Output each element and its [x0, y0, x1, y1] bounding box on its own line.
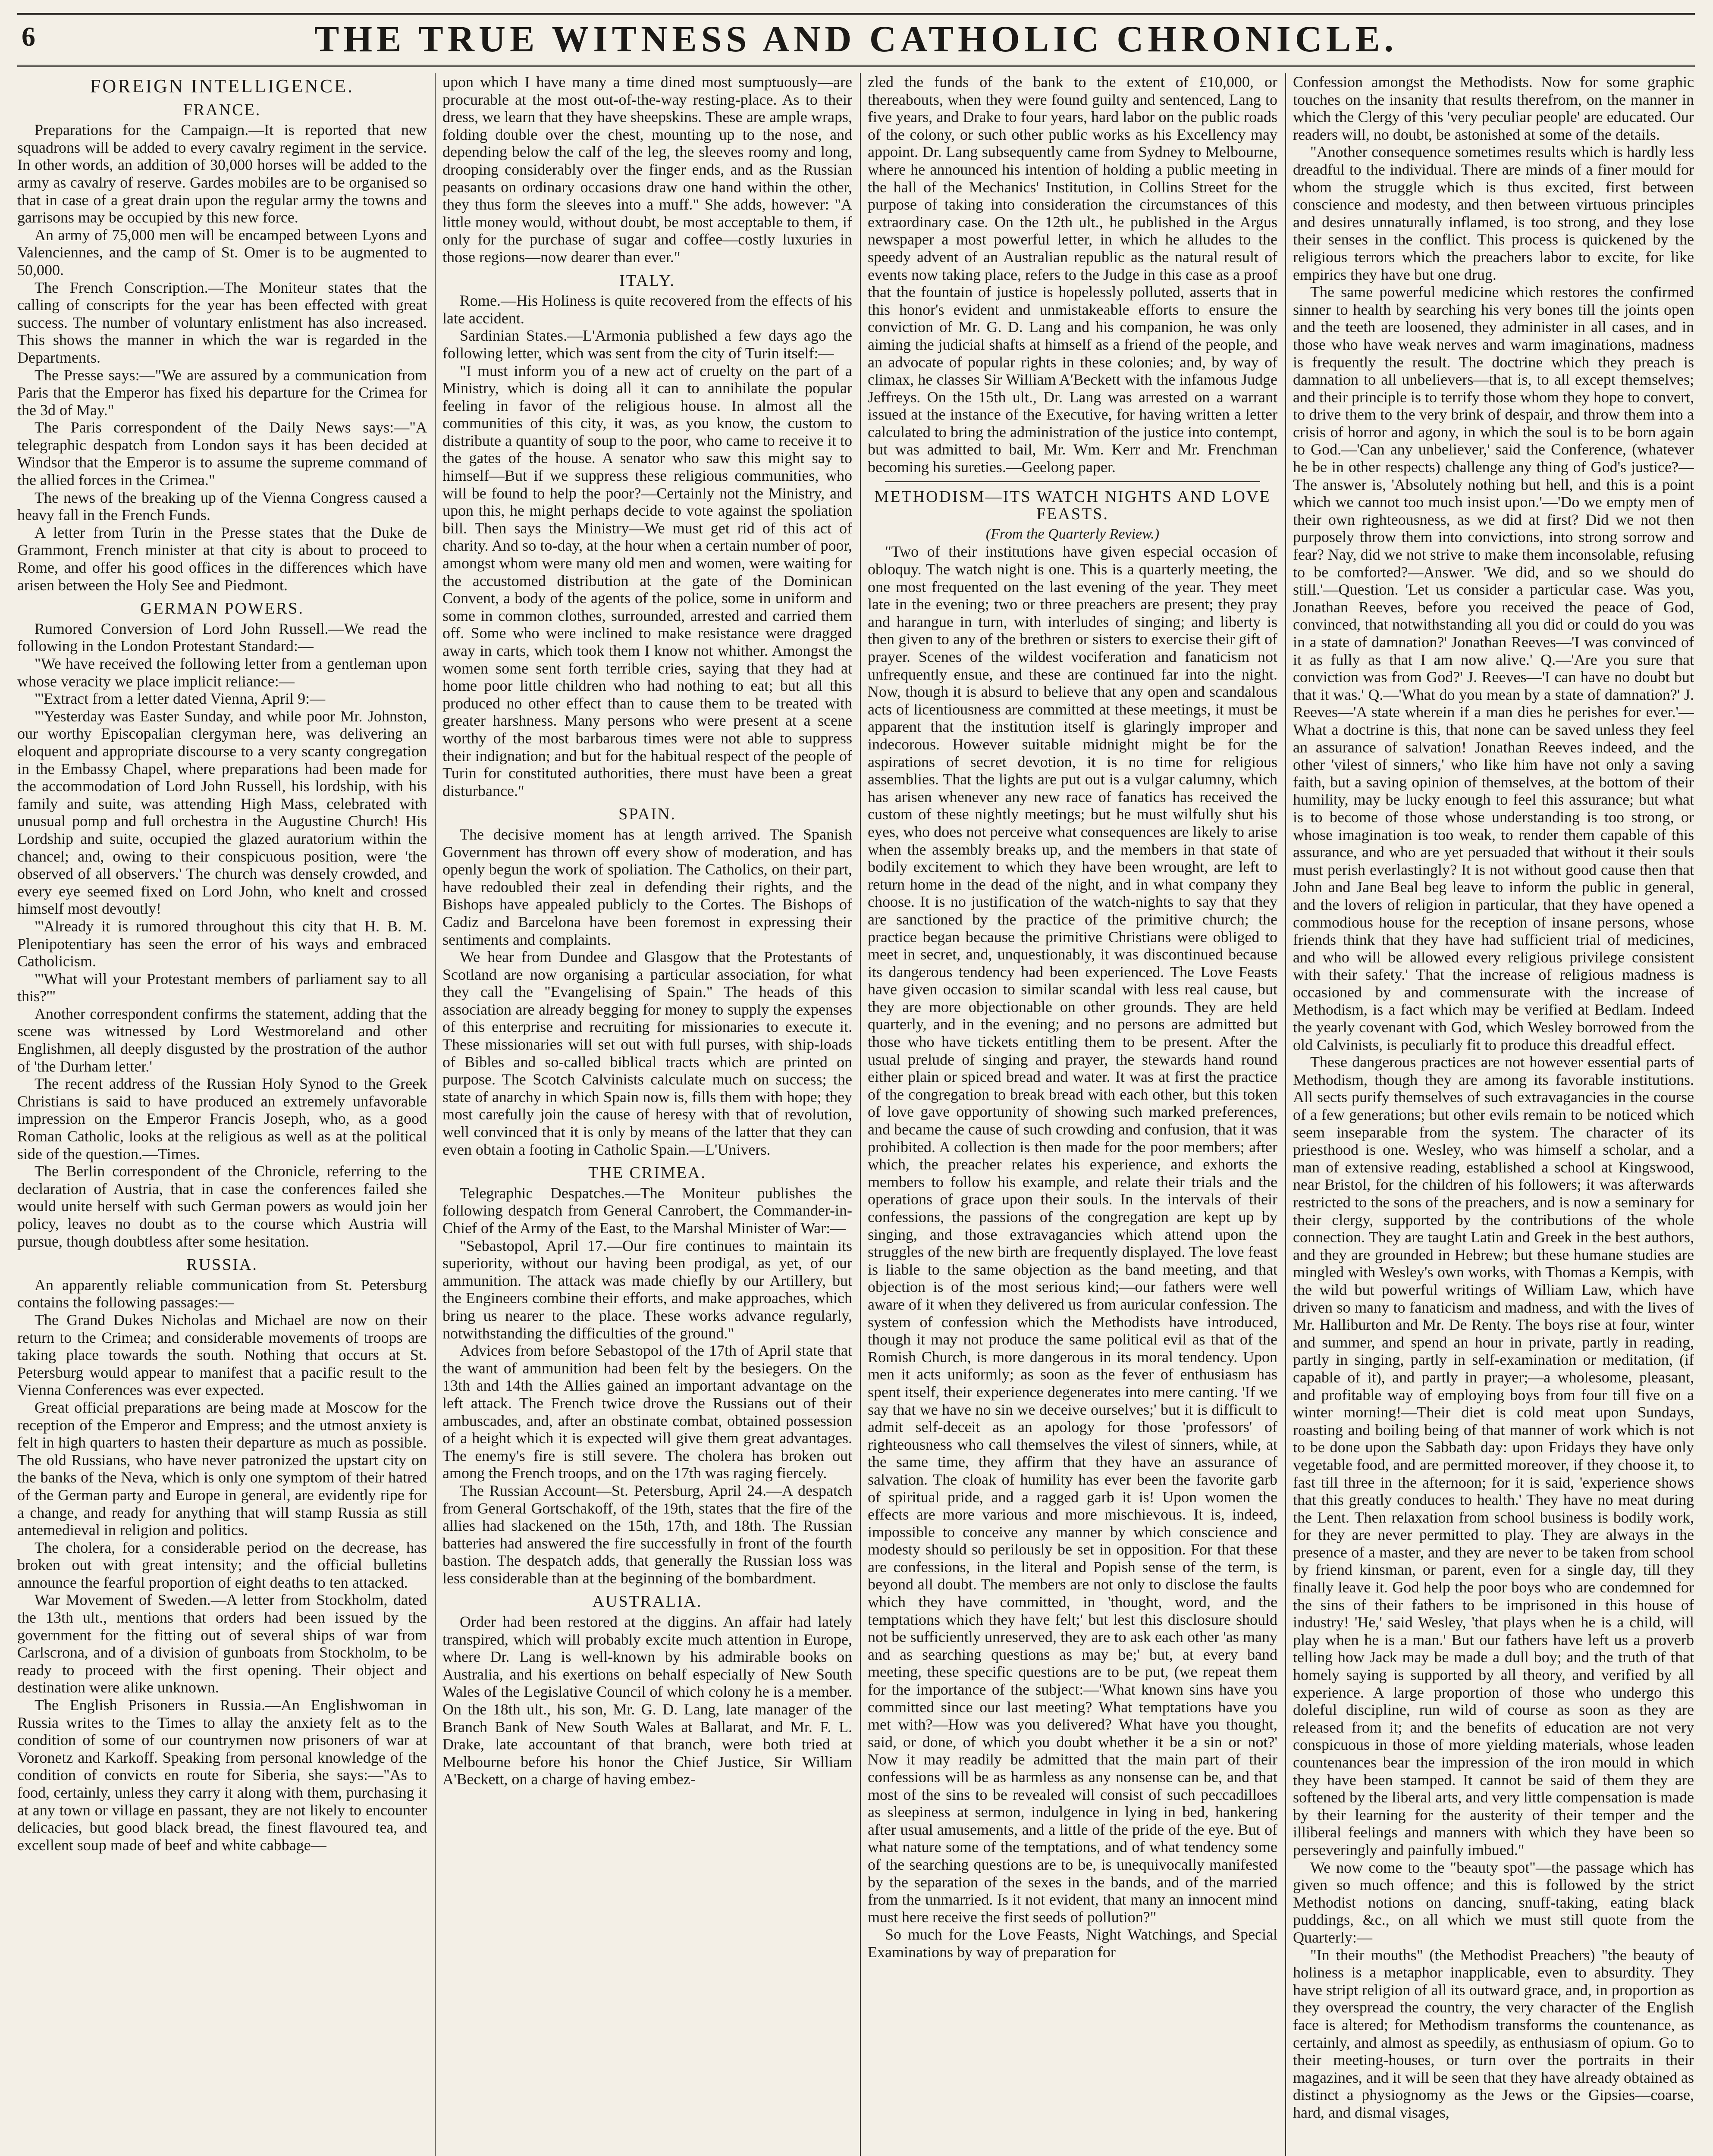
heading-german-powers: GERMAN POWERS. [140, 599, 304, 618]
paragraph: Rumored Conversion of Lord John Russell.—We read the following in the London Protestant Standard:— [17, 620, 427, 655]
heading-russia: RUSSIA. [186, 1256, 258, 1274]
newspaper-page [17, 13, 1695, 2156]
paragraph: Another correspondent confirms the statement, adding that the scene was witnessed by Lord Westmoreland and other Englishmen, all deeply disgusted by the prostration of the author of 'the Durham letter.' [17, 1005, 427, 1075]
paragraph: War Movement of Sweden.—A letter from Stockholm, dated the 13th ult., mentions that orders had been issued by the government for the fitting out of several ships of war from Carlscrona, and of a division of gunboats from Stockholm, to be ready to proceed with the first opening. Their object and destination were alike unknown. [17, 1591, 427, 1696]
paragraph: The decisive moment has at length arrived. The Spanish Government has thrown off every show of moderation, and has openly begun the work of spoliation. The Catholics, on their part, have redoubled their zeal in defending their rights, and the Bishops have appealed publicly to the Cortes. The Bishops of Cadiz and Barcelona have been foremost in expressing their sentiments and complaints. [442, 825, 852, 948]
paragraph: "'Yesterday was Easter Sunday, and while poor Mr. Johnston, our worthy Episcopalian clergyman here, was delivering an eloquent and appropriate discourse to a very scanty congregation in the Embassy Chapel, where preparations had been made for the accommodation of Lord John Russell, his lordship, with his family and suite, was attending High Mass, celebrated with unusual pomp and full orchestra in the Augustine Church! His Lordship and suite, occupied the glazed auratorium within the chancel; and, owing to their conspicuous position, were 'the observed of all observers.' The church was densely crowded, and every eye seemed fixed on Lord John, who knelt and crossed himself most devoutly! [17, 707, 427, 918]
paragraph: Order had been restored at the diggins. An affair had lately transpired, which will probably excite much attention in Europe, where Dr. Lang is well-known by his admirable books on Australia, and his exertions on behalf especially of New South Wales of the Legislative Council of which colony he is a member. On the 18th ult., his son, Mr. G. D. Lang, late manager of the Branch Bank of New South Wales at Ballarat, and Mr. F. L. Drake, late accountant of that branch, were both tried at Melbourne before his honor the Chief Justice, Sir William A'Beckett, on a charge of having embez- [442, 1613, 852, 1788]
paragraph: "'What will your Protestant members of parliament say to all this?'" [17, 970, 427, 1005]
page-number: 6 [22, 21, 35, 52]
column-divider [435, 73, 436, 2156]
paragraph: The Russian Account—St. Petersburg, April 24.—A despatch from General Gortschakoff, of the 19th, states that the fire of the allies had slackened on the 15th, 17th, and 18th. The Russian batteries had answered the fire successfully in front of the fourth bastion. The despatch adds, that generally the Russian loss was less considerable than at the beginning of the bombardment. [442, 1482, 852, 1587]
column-divider [1285, 73, 1286, 2156]
paragraph: "'Already it is rumored throughout this city that H. B. M. Plenipotentiary has seen the error of his ways and embraced Catholicism. [17, 917, 427, 970]
paragraph: The news of the breaking up of the Vienna Congress caused a heavy fall in the French Funds. [17, 489, 427, 524]
paragraph: "In their mouths" (the Methodist Preachers) "the beauty of holiness is a metaphor inapplicable, even to absurdity. They have stript religion of all its outward grace, and, in proportion as they overspread the country, the very character of the English face is altered; for Methodism transforms the countenance, as certainly, and almost as speedily, as enthusiasm of opium. Go to their meeting-houses, or turn over the portraits in their magazines, and it will be seen that they have already obtained as distinct a physiognomy as the Jews or the Gipsies—coarse, hard, and dismal visages, [1293, 1946, 1694, 2121]
paragraph: The recent address of the Russian Holy Synod to the Greek Christians is said to have produced an extremely unfavorable impression on the Emperor Francis Joseph, who, as a good Roman Catholic, looks at the religious as well as at the political side of the question.—Times. [17, 1075, 427, 1163]
column-4 [1293, 73, 1694, 2156]
masthead-title: THE TRUE WITNESS AND CATHOLIC CHRONICLE. [314, 18, 1398, 60]
paragraph: upon which I have many a time dined most sumptuously—are procurable at the most out-of-the-way resting-place. As to their dress, we learn that they have sheepskins. These are ample wraps, folding double over the chest, mounting up to the nose, and depending below the calf of the leg, the sleeves roomy and long, drooping considerably over the finger ends, and as the Russian peasants on ordinary occasions draw one hand within the other, they thus form the sleeves into a muff." She adds, however: "A little money would, without doubt, be most acceptable to them, if only for the purchase of sugar and coffee—costly luxuries in those regions—now dearer than ever." [442, 73, 852, 266]
article-columns [17, 73, 1695, 2156]
paragraph: An apparently reliable communication from St. Petersburg contains the following passages:— [17, 1276, 427, 1311]
article-source: (From the Quarterly Review.) [985, 526, 1160, 542]
paragraph: "Sebastopol, April 17.—Our fire continues to maintain its superiority, without our having been prodigal, as yet, of our ammunition. The attack was made chiefly by our Artillery, but the Engineers combine their efforts, and make approaches, which bring us nearer to the place. These works advance regularly, notwithstanding the difficulties of the ground." [442, 1237, 852, 1342]
paragraph: "We have received the following letter from a gentleman upon whose veracity we place implicit reliance:— [17, 655, 427, 690]
section-heading-foreign-intelligence: FOREIGN INTELLIGENCE. [90, 75, 354, 97]
paragraph: The cholera, for a considerable period on the decrease, has broken out with great intensity; and the official bulletins announce the fearful proportion of eight deaths to ten attacked. [17, 1539, 427, 1591]
paragraph: The French Conscription.—The Moniteur states that the calling of conscripts for the year has been effected with great success. The number of voluntary enlistment has also increased. This shows the manner in which the war is regarded in the Departments. [17, 279, 427, 366]
paragraph: Advices from before Sebastopol of the 17th of April state that the want of ammunition had been felt by the besiegers. On the 13th and 14th the Allies gained an important advantage on the left attack. The French twice drove the Russians out of their ambuscades, and, after an obstinate combat, obtained possession of a height which it is expected will give them great advantages. The enemy's fire is still severe. The cholera has broken out among the French troops, and on the 17th was raging fiercely. [442, 1342, 852, 1482]
top-rule [17, 13, 1695, 15]
paragraph: Rome.—His Holiness is quite recovered from the effects of his late accident. [442, 292, 852, 327]
column-1 [17, 73, 427, 2156]
paragraph: "Another consequence sometimes results which is hardly less dreadful to the individual. There are minds of a finer mould for whom the struggle which is thus excited, first between conscience and modesty, and then between virtuous principles and desires unnaturally inflamed, is too strong, and they lose their senses in the conflict. This process is quickened by the religious terrors which the preachers labor to excite, for like empirics they have but one drug. [1293, 143, 1694, 283]
paragraph: An army of 75,000 men will be encamped between Lyons and Valenciennes, and the camp of St. Omer is to be augmented to 50,000. [17, 226, 427, 279]
paragraph: The Presse says:—"We are assured by a communication from Paris that the Emperor has fixed his departure for the Crimea for the 3d of May." [17, 366, 427, 419]
paragraph: zled the funds of the bank to the extent of £10,000, or thereabouts, when they were found guilty and sentenced, Lang to five years, and Drake to four years, hard labor on the public roads of the colony, or such other public works as his Excellency may appoint. Dr. Lang subsequently came from Sydney to Melbourne, where he announced his intention of holding a public meeting in the hall of the Mechanics' Institution, in Collins Street for the purpose of taking into consideration the circumstances of this extraordinary case. On the 12th ult., he published in the Argus newspaper a most powerful letter, in which he alludes to the speedy advent of an Australian republic as the natural result of events now taking place, refers to the Judge in this case as a proof that the fountain of justice is hopelessly polluted, asserts that in this honor's evident and unmistakeable efforts to ensure the conviction of Mr. G. D. Lang and his companion, he was only aiming the judicial shafts at himself as a friend of the people, and an advocate of popular rights in these colonies; and, by way of climax, he classes Sir William A'Beckett with the infamous Judge Jeffreys. On the 15th ult., Dr. Lang was arrested on a warrant issued at the instance of the Executive, for having written a letter calculated to bring the administration of the justice into contempt, but was admitted to bail, Mr. Wm. Kerr and Mr. Frenchman becoming his sureties.—Geelong paper. [868, 73, 1277, 476]
heading-the-crimea: THE CRIMEA. [588, 1164, 706, 1182]
paragraph: Confession amongst the Methodists. Now for some graphic touches on the insanity that results therefrom, on the manner in which the Clergy of this 'very peculiar people' are educated. Our readers will, no doubt, be astonished at some of the details. [1293, 73, 1694, 143]
paragraph: The Berlin correspondent of the Chronicle, referring to the declaration of Austria, that in case the conferences failed she would unite herself with such German powers as would join her policy, leaves no doubt as to the course which Austria will pursue, though doubtless after some hesitation. [17, 1163, 427, 1250]
heading-methodism: METHODISM—ITS WATCH NIGHTS AND LOVE FEASTS. [874, 487, 1271, 523]
page-header [17, 13, 1695, 67]
paragraph: "Two of their institutions have given especial occasion of obloquy. The watch night is one. This is a quarterly meeting, the one most frequented on the last evening of the year. They meet late in the evening; two or three preachers are present; they pray and harangue in turn, with interludes of singing; and liberty is then given to any of the brethren or sisters to exercise their gift of prayer. Scenes of the wildest vociferation and fanaticism not unfrequently ensue, and these are continued far into the night. Now, though it is absurd to believe that any open and scandalous acts of licentiousness are committed at these meetings, it must be apparent that the institution itself is glaringly improper and indecorous. However suitable midnight might be for the aspirations of secret devotion, it is no time for religious assemblies. That the lights are put out is a vulgar calumny, which has arisen whenever any new race of fanatics has received the custom of these nightly meetings; but he must wilfully shut his eyes, who does not perceive what consequences are likely to arise when the assembly breaks up, and the members in that state of bodily excitement to which they have been wrought, are left to return home in the dead of the night, and in what company they choose. It is no justification of the watch-nights to say that they are sanctioned by the practice of the primitive church; the practice began because the primitive Christians were obliged to meet in secret, and, unquestionably, it was discontinued because its dangerous tendency had been experienced. The Love Feasts have given occasion to similar scandal with less real cause, but they are more objectionable on other grounds. They are held quarterly, and in the evening; and no persons are admitted but those who have tickets entitling them to be present. After the usual prelude of singing and prayer, the stewards hand round either plain or spiced bread and water. It was at first the practice of the congregation to break bread with each other, but this token of love gave opportunity of showing such marked preferences, and became the cause of such crowding and confusion, that it was prohibited. A collection is then made for the poor members; after which, the preacher relates his experience, and exhorts the members to follow his example, and relate their trials and the operations of grace upon their souls. In the intervals of their confessions, the passions of the congregation are kept up by singing, and those extravagancies which attend upon the struggles of the new birth are frequently displayed. The love feast is liable to the same objection as the band meeting, and that objection is of the most serious kind;—our fathers were well aware of it when they delivered us from auricular confession. The system of confession which the Methodists have introduced, though it may not produce the same political evil as that of the Romish Church, is more dangerous in its moral tendency. Upon men it acts uniformly; as soon as the fever of enthusiasm has spent itself, their experience degenerates into mere canting. 'If we say that we have no sin we deceive ourselves;' but it is difficult to admit self-deceit as an apology for those 'professors' of righteousness who call themselves the vilest of sinners, while, at the same time, they affirm that they have an assurance of salvation. The cloak of humility has ever been the favorite garb of spiritual pride, and a ragged garb it is! Upon women the effects are more various and more mischievous. It is, indeed, impossible to conceive any manner by which conscience and modesty should so perilously be set in opposition. For that these are confessions, in the literal and Popish sense of the term, is beyond all doubt. The members are not only to disclose the faults which they have committed, in 'thought, word, and the temptations which they have felt;' but lest this disclosure should not be sufficiently unreserved, they are to ask each other 'as many and as searching questions as may be;' but, at every band meeting, these specific questions are to be put, (we repeat them for the importance of the subject:—'What known sins have you committed since our last meeting? What temptations have you met with?—How was you delivered? What have you thought, said, or done, of which you doubt whether it be a sin or not?' Now it may readily be admitted that the main part of their confessions will be as harmless as any nonsense can be, and that most of the sins to be revealed will consist of such peccadilloes as sleepiness at sermon, indulgence in lying in bed, hankering after usual amusements, and a little of the pride of the eye. But of what nature some of the temptations, and of what tendency some of the searching questions are to be, is unequivocally manifested by the separation of the sexes in the bands, and of the married from the unmarried. Is it not evident, that many an innocent mind must here receive the first seeds of pollution?" [868, 543, 1277, 1926]
heading-italy: ITALY. [619, 271, 675, 290]
paragraph: We hear from Dundee and Glasgow that the Protestants of Scotland are now organising a particular association, for what they call the "Evangelising of Spain." The heads of this association are already begging for money to supply the expenses of this enterprise and recruiting for missionaries to execute it. These missionaries will set out with full purses, with ship-loads of Bibles and so-called biblical tracts which are printed on purpose. The Scotch Calvinists calculate much on success; the state of anarchy in which Spain now is, fills them with hope; they most carefully join the cause of heresy with that of revolution, well convinced that it is only by means of the latter that they can even obtain a footing in Catholic Spain.—L'Univers. [442, 948, 852, 1158]
paragraph: The same powerful medicine which restores the confirmed sinner to health by searching his very bones till the joints open and the teeth are loosened, they administer in all cases, and in those who have weak nerves and warm imaginations, madness is frequently the result. The doctrine which they preach is damnation to all unbelievers—that is, to all except themselves; and their principle is to terrify those whom they hope to convert, to drive them to the very brink of despair, and throw them into a crisis of horror and agony, in which the soul is to be born again to God.—'Can any unbeliever,' said the Conference, (whatever he be in other respects) challenge any thing of God's justice?—The answer is, 'Absolutely nothing but hell, and this is a point which we cannot too much insist upon.'—'Do we empty men of their own righteousness, as we did at first? Did we not then purposely throw them into convictions, into strong sorrow and fear? Nay, did we not strive to make them inconsolable, refusing to be comforted?—Answer. 'We did, and so we should do still.'—Question. 'Let us consider a particular case. Was you, Jonathan Reeves, before you received the peace of God, convinced, that notwithstanding all you did or could do you was in a state of damnation?' Jonathan Reeves—'I was convinced of it as fully as that I am now alive.' Q.—'Are you sure that conviction was from God?' J. Reeves—'I can have no doubt but that it was.' Q.—'What do you mean by a state of damnation?' J. Reeves—'A state wherein if a man dies he perishes for ever.'—What a doctrine is this, that none can be saved unless they feel an assurance of salvation! Jonathan Reeves indeed, and the other 'vilest of sinners,' who like him have not only a saving faith, but a saving opinion of themselves, at the bottom of their humility, may be lucky enough to feel this assurance; but what is to become of those whose understanding is too strong, or whose imagination is too weak, to render them capable of this assurance, and who are yet persuaded that without it their souls must perish everlastingly? It is not without good cause then that John and Jane Beal beg leave to inform the public in general, and the lovers of religion in particular, that they have opened a commodious house for the reception of insane persons, whose friends think that they have had sufficient trial of medicines, and who will be allowed every religious privilege consistent with their safety.' That the increase of religious madness is occasioned by and commensurate with the increase of Methodism, is a fact which may be verified at Bedlam. Indeed the yearly covenant with God, which Wesley borrowed from the old Calvinists, is peculiarly fit to produce this dreadful effect. [1293, 283, 1694, 1053]
column-2 [442, 73, 852, 2156]
heading-australia: AUSTRALIA. [592, 1592, 703, 1611]
paragraph: The Paris correspondent of the Daily News says:—"A telegraphic despatch from London says it has been decided at Windsor that the Emperor is to assume the supreme command of the allied forces in the Crimea." [17, 419, 427, 489]
paragraph: So much for the Love Feasts, Night Watchings, and Special Examinations by way of preparation for [868, 1926, 1277, 1961]
paragraph: "'Extract from a letter dated Vienna, April 9:— [35, 690, 326, 708]
paragraph: These dangerous practices are not however essential parts of Methodism, though they are among its favorable institutions. All sects purify themselves of such extravagancies in the course of a few generations; but other evils remain to be noticed which seem inseparable from the system. The character of its priesthood is one. Wesley, who was himself a scholar, and a man of extensive reading, established a school at Kingswood, near Bristol, for the children of his followers; it was afterwards restricted to the sons of the preachers, and is now a seminary for their clergy, supported by the contributions of the whole connection. They are taught Latin and Greek in the best authors, and they are grounded in Hebrew; but these humane studies are mingled with Wesley's own works, with Thomas a Kempis, with the wild but powerful writings of William Law, which have driven so many to fanaticism and madness, and with the lives of Mr. Halliburton and Mr. De Renty. The boys rise at four, winter and summer, and spend an hour in private, partly in reading, partly in singing, partly in self-examination or meditation, (if capable of it), and partly in prayer;—a wholesome, pleasant, and profitable way of employing boys from four till five on a winter morning!—Their diet is cold meat upon Sundays, roasting and boiling being of that manner of work which is not to be done upon the Sabbath day: upon Fridays they have only vegetable food, and are permitted moreover, if they choose it, to fast till three in the afternoon; for it is said, 'experience shows that this greatly conduces to health.' They have no meat during the Lent. Then relaxation from school business is bodily work, for they are never permitted to play. They are always in the presence of a master, and they are never to be taken from school by friend kinsman, or parent, even for a single day, till they finally leave it. God help the poor boys who are condemned for the sins of their fathers to be imprisoned in this house of industry! 'He,' said Wesley, 'that plays when he is a child, will play when he is a man.' But our fathers have left us a proverb telling how Jack may be made a dull boy; and the truth of that homely saying is supported by all theory, and verified by all experience. A large proportion of those who undergo this doleful discipline, run wild of course as soon as they are released from it; and the benefits of education are not very conspicuous in those of more yielding materials, whose leaden countenances bear the impression of the iron mould in which they have been stamped. It cannot be said of them they are softened by the liberal arts, and very little compensation is made by their learning for the austerity of their temper and the illiberal feelings and manners with which they have been so perseveringly and painfully imbued." [1293, 1053, 1694, 1858]
column-divider [860, 73, 861, 2156]
paragraph: "I must inform you of a new act of cruelty on the part of a Ministry, which is doing all it can to annihilate the popular feeling in favor of the religious house. In almost all the communities of this city, it was, as you know, the custom to distribute a quantity of soup to the poor, who came to receive it to the gates of the house. A senator who saw this might say to himself—But if we suppress these religious communities, who will be found to help the poor?—Certainly not the Ministry, and upon this, he might perhaps decide to vote against the spoliation bill. Then says the Ministry—We must get rid of this act of charity. And so to-day, at the hour when a certain number of poor, amongst whom were many old men and women, were waiting for the accustomed distribution at the gate of the Dominican Convent, a body of the agents of the police, some in uniform and some in common clothes, surrounded, arrested and carried them off. Some who were inclined to make resistance were dragged away in carts, which took them I know not whither. Amongst the women some sent forth terrible cries, saying that they had at home poor little children who had nothing to eat; but all this produced no other effect than to cause them to be treated with greater harshness. Many persons who were present at a scene worthy of the most barbarous times were not able to suppress their indignation; and but for the habitual respect of the people of Turin for constituted authorities, there must have been a great disturbance." [442, 362, 852, 799]
paragraph: Telegraphic Despatches.—The Moniteur publishes the following despatch from General Canrobert, the Commander-in-Chief of the Army of the East, to the Marshal Minister of War:— [442, 1184, 852, 1237]
heading-spain: SPAIN. [618, 805, 676, 824]
heading-france: FRANCE. [183, 100, 261, 119]
section-divider [885, 481, 1260, 482]
paragraph: The English Prisoners in Russia.—An Englishwoman in Russia writes to the Times to allay the anxiety felt as to the condition of some of our countrymen now prisoners of war at Voronetz and Karkoff. Speaking from personal knowledge of the condition of convicts en route for Siberia, she says:—"As to food, certainly, unless they carry it along with them, purchasing it at any town or village en passant, they are not likely to encounter delicacies, but good black bread, the finest flavoured tea, and excellent soup made of beef and white cabbage— [17, 1696, 427, 1854]
paragraph: Sardinian States.—L'Armonia published a few days ago the following letter, which was sent from the city of Turin itself:— [442, 327, 852, 362]
paragraph: The Grand Dukes Nicholas and Michael are now on their return to the Crimea; and considerable movements of troops are taking place towards the south. Nothing that occurs at St. Petersburg would appear to manifest that a pacific result to the Vienna Conferences was ever expected. [17, 1311, 427, 1399]
paragraph: Great official preparations are being made at Moscow for the reception of the Emperor and Empress; and the utmost anxiety is felt in high quarters to hasten their departure as much as possible. The old Russians, who have never patronized the upstart city on the banks of the Neva, which is only one symptom of their hatred of the German party and Europe in general, are evidently ripe for a change, and ready for anything that will stamp Russia as still antemedieval in religion and politics. [17, 1398, 427, 1539]
paragraph: Preparations for the Campaign.—It is reported that new squadrons will be added to every cavalry regiment in the service. In other words, an addition of 30,000 horses will be added to the army as cavalry of reserve. Gardes mobiles are to be organised so that in case of a great drain upon the regular army the towns and garrisons may be occupied by this new force. [17, 121, 427, 226]
column-3 [868, 73, 1277, 2156]
paragraph: We now come to the "beauty spot"—the passage which has given so much offence; and this is followed by the strict Methodist notions on dancing, snuff-taking, eating black puddings, &c., on all which we must still quote from the Quarterly:— [1293, 1858, 1694, 1946]
paragraph: A letter from Turin in the Presse states that the Duke de Grammont, French minister at that city is about to proceed to Rome, and offer his good offices in the differences which have arisen between the Holy See and Piedmont. [17, 523, 427, 594]
